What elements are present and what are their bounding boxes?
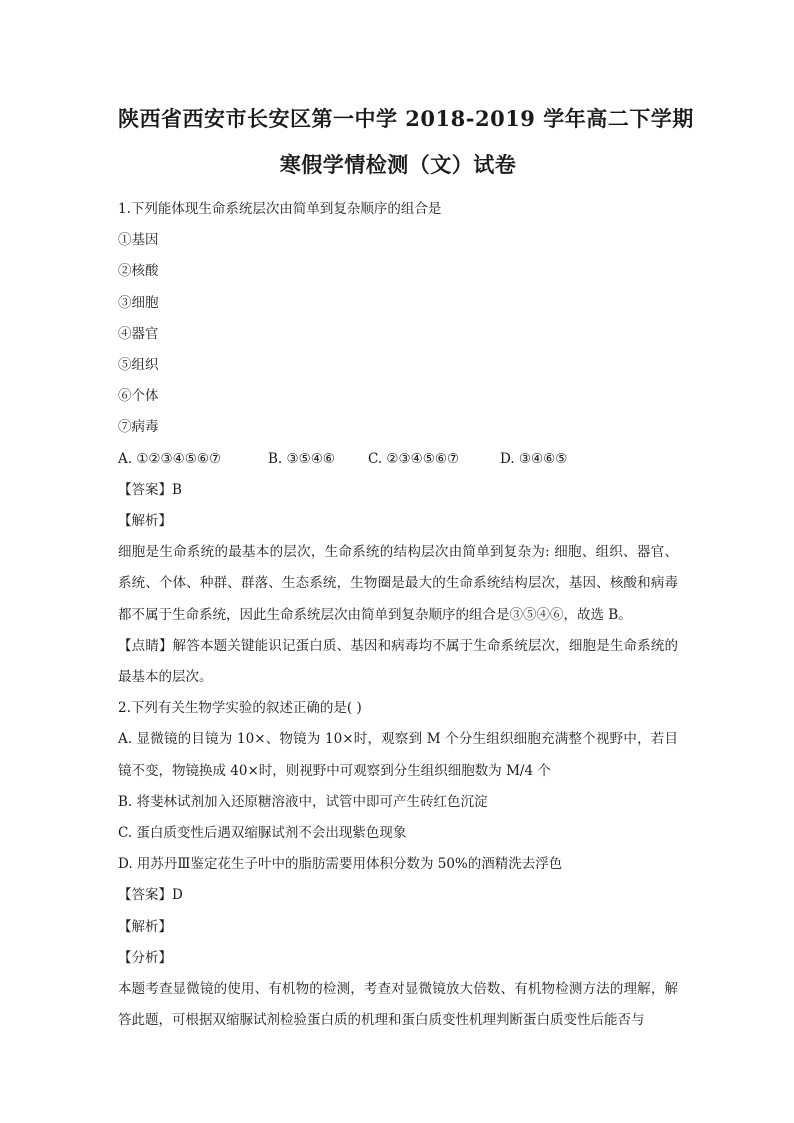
q1-item-4: ④器官: [118, 325, 159, 342]
q1-analysis-tag: 【解析】: [118, 513, 172, 530]
q1-item-7: ⑦病毒: [118, 419, 159, 436]
q1-answer: [118, 475, 678, 506]
q1-option-a: A. ①②③④⑤⑥⑦: [118, 450, 222, 467]
q1-option-d: D. ③④⑥⑤: [500, 450, 568, 467]
q1-item-5: ⑤组织: [118, 357, 159, 374]
q1-option-c: C. ②③④⑤⑥⑦: [368, 450, 460, 467]
document-page: [118, 100, 694, 1036]
document-body: [118, 194, 678, 1036]
q2-option-c: C. 蛋白质变性后遇双缩脲试剂不会出现紫色现象: [118, 825, 407, 842]
q2-fenxi: 本题考查显微镜的使用、有机物的检测，考查对显微镜放大倍数、有机物检测方法的理解，解答此题，可根据双缩脲试剂检验蛋白质的机理和蛋白质变性机理判断蛋白质变性后能否与: [118, 981, 678, 1029]
q2-answer-value: D: [172, 887, 183, 904]
q1-item-3: ③细胞: [118, 294, 159, 311]
q2-option-b: B. 将斐林试剂加入还原糖溶液中，试管中即可产生砖红色沉淀: [118, 793, 488, 810]
q2-stem: 2.下列有关生物学实验的叙述正确的是( ): [118, 700, 362, 717]
q1-answer-value: B: [172, 481, 182, 498]
title-line-1: 陕西省西安市长安区第一中学 2018-2019 学年高二下学期: [118, 106, 694, 131]
title-line-2: 寒假学情检测（文）试卷: [279, 152, 517, 177]
q1-item-2: ②核酸: [118, 263, 159, 280]
page-title: [118, 100, 694, 184]
q1-analysis: 细胞是生命系统的最基本的层次，生命系统的结构层次由简单到复杂为: 细胞、组织、器官、系统、个体、种群、群落、生态系统，生物圈是最大的生命系统结构层次，基因、核酸和病毒都不属于生命系统，因此生命系统层次由简单到复杂顺序的组合是③⑤④⑥，故选 B。: [118, 544, 678, 623]
q1-options: [118, 444, 678, 475]
q2-option-d: D. 用苏丹Ⅲ鉴定花生子叶中的脂肪需要用体积分数为 50%的酒精洗去浮色: [118, 856, 563, 873]
q1-stem: 1.下列能体现生命系统层次由简单到复杂顺序的组合是: [118, 201, 442, 217]
q1-item-1: ①基因: [118, 232, 159, 249]
q2-answer: [118, 880, 678, 911]
q2-answer-tag: 【答案】: [118, 887, 172, 904]
q1-item-6: ⑥个体: [118, 388, 159, 405]
q2-analysis-tag: 【解析】: [118, 918, 172, 935]
q1-point-text: 解答本题关键能识记蛋白质、基因和病毒均不属于生命系统层次，细胞是生命系统的最基本的层次。: [118, 637, 679, 686]
q1-option-b: B. ③⑤④⑥: [268, 450, 335, 467]
q1-point-tag: 【点睛】: [118, 637, 173, 654]
q2-option-a: A. 显微镜的目镜为 10×、物镜为 10×时，观察到 M 个分生组织细胞充满整个视野中，若目镜不变，物镜换成 40×时，则视野中可观察到分生组织细胞数为 M/4 个: [118, 731, 678, 779]
q1-answer-tag: 【答案】: [118, 481, 172, 498]
q1-point: [118, 631, 678, 693]
q2-fenxi-tag: 【分析】: [118, 949, 172, 966]
